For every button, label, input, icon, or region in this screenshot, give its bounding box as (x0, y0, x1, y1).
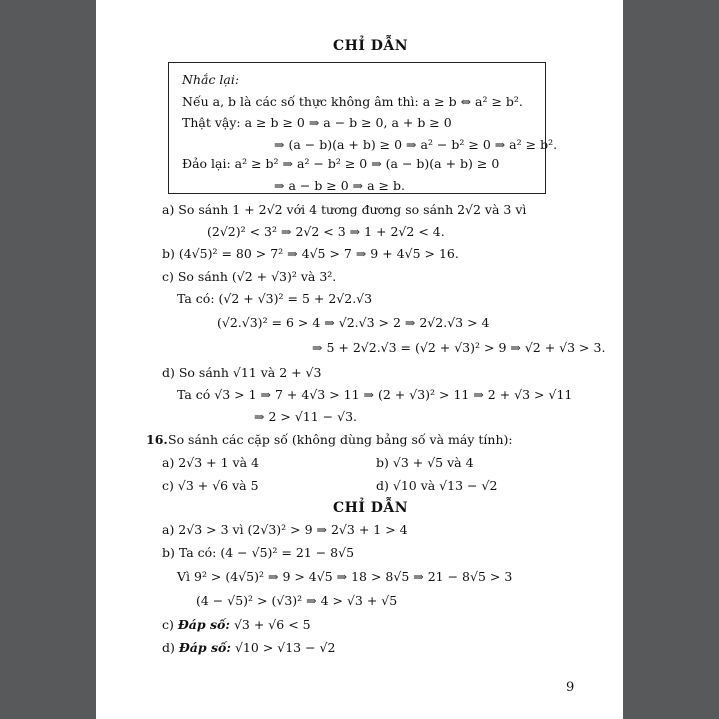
part-c-line-2: Ta có: (√2 + √3)² = 5 + 2√2.√3 (177, 291, 373, 306)
reminder-line-4: Đảo lại: a² ≥ b² ⇒ a² − b² ≥ 0 ⇒ (a − b)(a + b) ≥ 0 (182, 156, 500, 171)
part-c-line-3: (√2.√3)² = 6 > 4 ⇒ √2.√3 > 2 ⇒ 2√2.√3 > 4 (217, 315, 490, 330)
part-c-line-1: c) So sánh (√2 + √3)² và 3². (162, 269, 337, 284)
reminder-label: Nhắc lại: (182, 72, 240, 87)
solution-d (162, 640, 335, 656)
heading-chi-dan-2: CHỈ DẪN (333, 500, 409, 516)
solution-c-label: Đáp số: (177, 617, 230, 632)
solution-c-value: √3 + √6 < 5 (233, 617, 311, 632)
reminder-line-5: ⇒ a − b ≥ 0 ⇒ a ≥ b. (274, 178, 405, 193)
reminder-line-3: ⇒ (a − b)(a + b) ≥ 0 ⇒ a² − b² ≥ 0 ⇒ a² ≥ b². (274, 137, 558, 152)
solution-b-line-1: b) Ta có: (4 − √5)² = 21 − 8√5 (162, 545, 355, 560)
part-c-line-4: ⇒ 5 + 2√2.√3 = (√2 + √3)² > 9 ⇒ √2 + √3 > 3. (312, 340, 606, 355)
problem-16-d: d) √10 và √13 − √2 (376, 478, 498, 493)
problem-16-c: c) √3 + √6 và 5 (162, 478, 259, 493)
problem-16-number: 16. (146, 432, 168, 447)
part-d-line-3: ⇒ 2 > √11 − √3. (254, 409, 358, 424)
solution-a: a) 2√3 > 3 vì (2√3)² > 9 ⇒ 2√3 + 1 > 4 (162, 522, 408, 537)
book-page (96, 0, 623, 719)
solution-c (162, 617, 311, 633)
part-a-line-2: (2√2)² < 3² ⇒ 2√2 < 3 ⇒ 1 + 2√2 < 4. (207, 224, 445, 239)
solution-c-prefix: c) (162, 617, 174, 632)
heading-chi-dan-1: CHỈ DẪN (333, 38, 409, 54)
solution-d-label: Đáp số: (178, 640, 231, 655)
left-background-band (0, 0, 96, 719)
solution-b-line-3: (4 − √5)² > (√3)² ⇒ 4 > √3 + √5 (196, 593, 398, 608)
problem-16-b: b) √3 + √5 và 4 (376, 455, 474, 470)
part-b-line-1: b) (4√5)² = 80 > 7² ⇒ 4√5 > 7 ⇒ 9 + 4√5 > 16. (162, 246, 459, 261)
solution-d-prefix: d) (162, 640, 175, 655)
solution-d-value: √10 > √13 − √2 (234, 640, 336, 655)
part-d-line-2: Ta có √3 > 1 ⇒ 7 + 4√3 > 11 ⇒ (2 + √3)² > 11 ⇒ 2 + √3 > √11 (177, 387, 573, 402)
solution-b-line-2: Vì 9² > (4√5)² ⇒ 9 > 4√5 ⇒ 18 > 8√5 ⇒ 21 − 8√5 > 3 (177, 569, 513, 584)
part-d-line-1: d) So sánh √11 và 2 + √3 (162, 365, 322, 380)
problem-16-a: a) 2√3 + 1 và 4 (162, 455, 259, 470)
part-a-line-1: a) So sánh 1 + 2√2 với 4 tương đương so sánh 2√2 và 3 vì (162, 202, 527, 217)
reminder-line-1: Nếu a, b là các số thực không âm thì: a ≥ b ⇔ a² ≥ b². (182, 94, 523, 109)
reminder-line-2: Thật vậy: a ≥ b ≥ 0 ⇒ a − b ≥ 0, a + b ≥ 0 (182, 115, 452, 130)
problem-16-text: So sánh các cặp số (không dùng bảng số và máy tính): (168, 432, 513, 447)
page-number: 9 (566, 680, 575, 695)
right-background-band (623, 0, 719, 719)
